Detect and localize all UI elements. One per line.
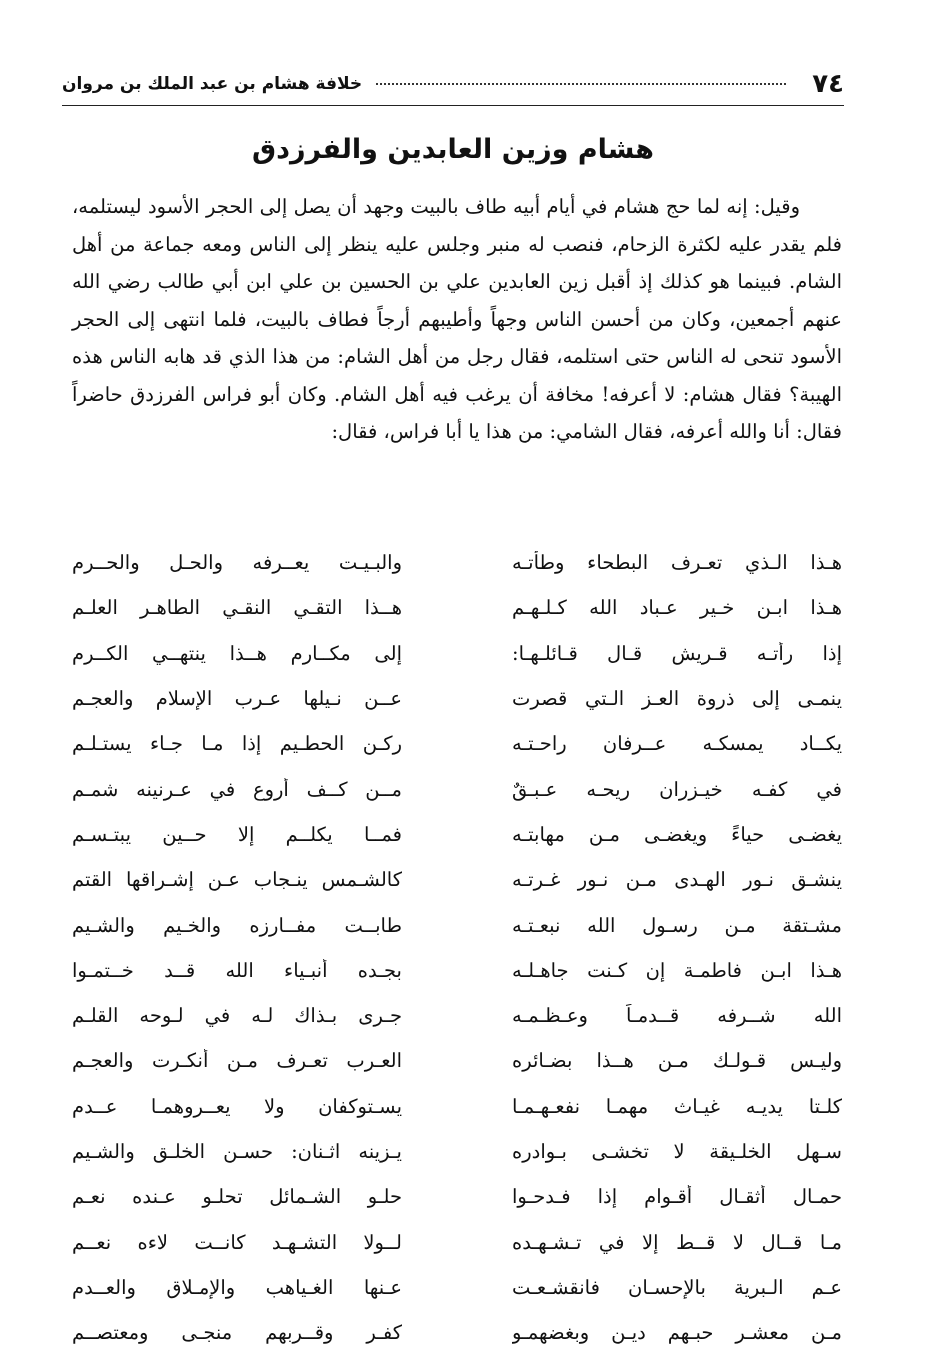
first-hemistich: حمـال أثقـال أقـوام إذا فـدحـوا xyxy=(512,1185,842,1209)
second-hemistich: يسـتوكفان ولا يعــروهمـا عــدم xyxy=(72,1094,402,1118)
first-hemistich: هـذا ابـن فاطمـة إن كـنت جاهـلـه xyxy=(512,958,842,982)
verse xyxy=(72,1219,842,1264)
verse xyxy=(72,1310,842,1355)
verse xyxy=(72,857,842,902)
verse xyxy=(72,812,842,857)
first-hemistich: كلـتا يديـه غيـاث مهمـا نفعـهـمـا xyxy=(512,1094,842,1118)
verse xyxy=(72,902,842,947)
header-dot-leader xyxy=(376,83,786,85)
first-hemistich: مـن معشـر حبـهم ديـن وبغضهمـو xyxy=(512,1321,842,1345)
prose-paragraph: وقيل: إنه لما حج هشام في أيام أبيه طاف بالبيت وجهد أن يصل إلى الحجر الأسود ليستلمه، فلم يقدر عليه لكثرة الزحام، فنصب له منبر وجلس عليه ينظر إلى الناس ومعه جماعة من أهل الشام. فبينما هو كذلك إذ أقبل زين العابدين علي بن الحسين بن علي ابن أبي طالب رضي الله عنهم أجمعين، وكان من أحسن الناس وجهاً وأطيبهم أرجاً فطاف بالبيت، فلما انتهى إلى الحجر الأسود تنحى له الناس حتى استلمه، فقال رجل من أهل الشام: من هذا الذي قد هابه الناس هذه الهيبة؟ فقال هشام: لا أعرفه! مخافة أن يرغب فيه أهل الشام. وكان أبو فراس الفرزدق حاضراً فقال: أنا والله أعرفه، فقال الشامي: من هذا يا أبا فراس، فقال: xyxy=(72,195,842,443)
first-hemistich: يكــاد يمسكـه عــرفان راحـتـه xyxy=(512,732,842,756)
first-hemistich: يغضـى حياءً ويغضـى مـن مهابتـه xyxy=(512,822,842,846)
second-hemistich: جـرى بـذاك لـه في لـوحه القلـم xyxy=(72,1004,402,1028)
verse xyxy=(72,721,842,766)
first-hemistich: وليـس قـولـك مـن هــذا بضـائره xyxy=(512,1049,842,1073)
page-number: ٧٤ xyxy=(812,68,844,99)
verse xyxy=(72,1265,842,1310)
first-hemistich: هـذا الـذي تعـرف البطحاء وطأتـه xyxy=(512,551,842,575)
second-hemistich: العـرب تعـرف مـن أنكـرت والعجـم xyxy=(72,1049,402,1073)
verse xyxy=(72,1084,842,1129)
verse xyxy=(72,993,842,1038)
verse xyxy=(72,540,842,585)
verse xyxy=(72,676,842,721)
first-hemistich: ينشـق نـور الهـدى مـن نـور غـرتـه xyxy=(512,868,842,892)
prose-block xyxy=(72,188,842,451)
second-hemistich: فمــا يكلــم إلا حــين يبتـسـم xyxy=(72,822,402,846)
first-hemistich: ينمـى إلى ذروة العـز الـتي قصرت xyxy=(512,687,842,711)
first-hemistich: الله شــرفه قــدمـاً وعـظـمـه xyxy=(512,1004,842,1028)
second-hemistich: هــذا التقـي النقـي الطاهـر العلـم xyxy=(72,596,402,620)
second-hemistich: إلى مكــارم هــذا ينتهــي الكــرم xyxy=(72,641,402,665)
first-hemistich: إذا رأتـه قـريش قـال قـائلـهـا: xyxy=(512,641,842,665)
first-hemistich: في كفـه خيـزران ريحـه عـبـقٌ xyxy=(512,777,842,801)
verse xyxy=(72,766,842,811)
running-title: خلافة هشام بن عبد الملك بن مروان xyxy=(62,73,363,94)
verse xyxy=(72,1038,842,1083)
second-hemistich: عــن نـيلها عـرب الإسلام والعجـم xyxy=(72,687,402,711)
second-hemistich: مــن كــف أروع في عـرنينه شمـم xyxy=(72,777,402,801)
first-hemistich: سـهل الخلـيقة لا تخشـى بـوادره xyxy=(512,1140,842,1163)
second-hemistich: لــولا التشـهـد كانــت لاءه نعــم xyxy=(72,1230,402,1254)
first-hemistich: مـا قــال لا قــط إلا في تـشـهـده xyxy=(512,1230,842,1254)
poem xyxy=(72,540,842,1355)
verse xyxy=(72,948,842,993)
verse xyxy=(72,1129,842,1174)
second-hemistich: والبـيـت يعــرفه والحـل والحــرم xyxy=(72,551,402,575)
section-title: هشام وزين العابدين والفرزدق xyxy=(252,134,654,165)
second-hemistich: بجـده أنبـياء الله قــد خــتمـوا xyxy=(72,958,402,982)
second-hemistich: يـزينه اثـنان: حسـن الخلـق والشـيم xyxy=(72,1140,402,1163)
verse xyxy=(72,585,842,630)
verse xyxy=(72,1174,842,1219)
second-hemistich: كفـر وقــربهم منجـى ومعتصــم xyxy=(72,1321,402,1345)
first-hemistich: هـذا ابـن خـير عـباد الله كـلـهـم xyxy=(512,596,842,620)
first-hemistich: مشـتقة مـن رسـول الله نبعـتـه xyxy=(512,913,842,937)
second-hemistich: عـنها الغـياهب والإمـلاق والعــدم xyxy=(72,1275,402,1299)
second-hemistich: كالشـمس ينـجاب عـن إشـراقها القتم xyxy=(72,868,402,892)
second-hemistich: حلـو الشـمائل تحلـو عـنده نعـم xyxy=(72,1185,402,1209)
first-hemistich: عـم الـبرية بالإحسـان فانقشـعـت xyxy=(512,1275,842,1299)
second-hemistich: طابــت مفــارزه والخـيم والشـيم xyxy=(72,913,402,937)
verse xyxy=(72,631,842,676)
second-hemistich: ركـن الحطـيم إذا مـا جـاء يستـلـم xyxy=(72,732,402,756)
page-header xyxy=(62,62,844,106)
